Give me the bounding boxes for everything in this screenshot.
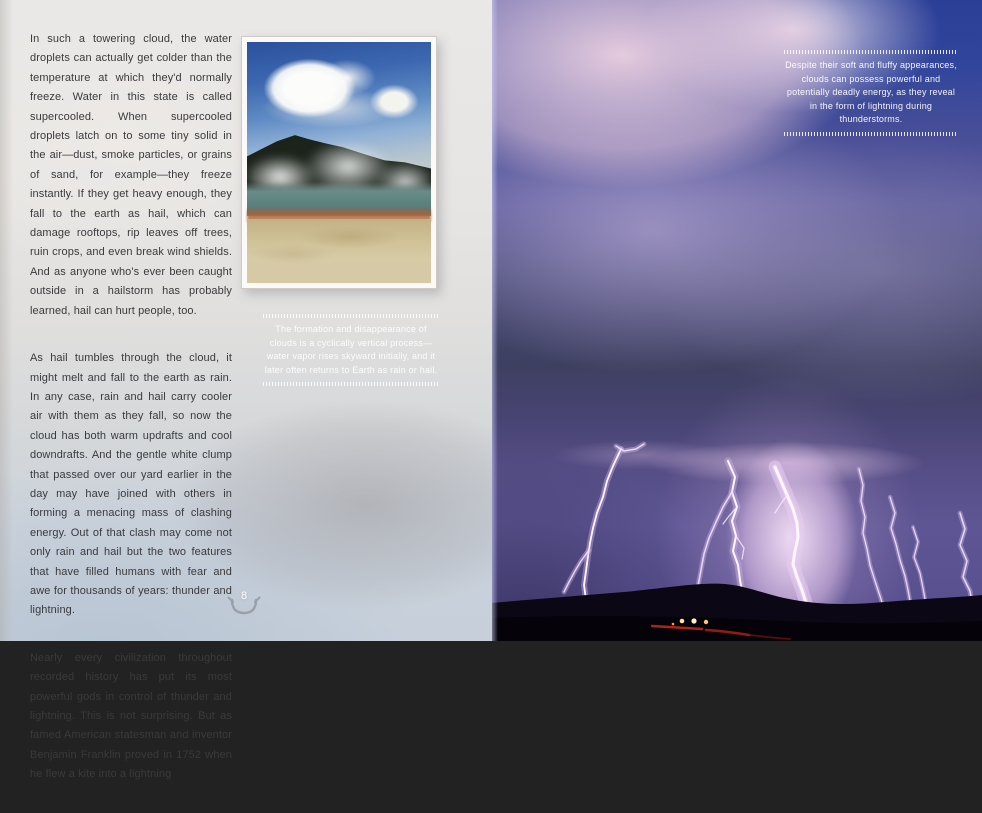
- dotted-rule-top: [263, 314, 439, 318]
- lightning-branch: [698, 492, 732, 597]
- body-text-column: [30, 30, 232, 813]
- right-page: [492, 0, 982, 641]
- light-dot: [691, 618, 696, 623]
- lightning-bolts: [564, 444, 972, 609]
- light-dot: [704, 620, 708, 624]
- paragraph-civilizations: Nearly every civilization throughout recorded history has put its most powerful gods in control of thunder and lightning. This is not surprising. But as famed American statesman and inventor Benjamin Franklin proved in 1752 when he flew a kite into a lightning: [30, 651, 232, 781]
- lightning-bolt: [584, 449, 621, 600]
- light-dot: [672, 623, 675, 626]
- caption-text: The formation and disappearance of clouds is a cyclically vertical process—water vapor rises skyward initially, and it later often returns to Earth as rain or hail.: [264, 324, 438, 375]
- caption-text: Despite their soft and fluffy appearances, clouds can possess powerful and potentially deadly energy, as they reveal in the form of lightning during thunderstorms.: [785, 60, 957, 124]
- page-number: 8: [240, 590, 248, 602]
- hot-spring-cloud-photo: [247, 42, 431, 283]
- right-photo-caption: [784, 50, 958, 136]
- page-number-ornament: [227, 592, 261, 618]
- paragraph-hail-to-rain: As hail tumbles through the cloud, it might melt and fall to the earth as rain. In any case, rain and hail carry cooler air with them as they fall, so now the cloud has both warm updrafts and cool downdrafts. And the gentle white clump that passed over our yard earlier in the day may have joined with others in forming a menacing mass of clashing energy. Out of that clash may come not only rain and hail but the two features that have filled humans with fear and awe for thousands of years: thunder and lightning.: [30, 352, 232, 617]
- paragraph-supercooled: In such a towering cloud, the water droplets can actually get colder than the temperature at which they'd normally freeze. Water in this state is called supercooled. When supercooled droplets latch on to some tiny solid in the air—dust, smoke particles, or grains of sand, for example—they freeze instantly. If they get heavy enough, they fall to the earth as hail, which can damage rooftops, rip leaves off trees, ruin crops, and even break wind shields. And as anyone who's ever been caught outside in a hailstorm has probably learned, hail can hurt people, too.: [30, 33, 232, 317]
- dotted-rule-bottom: [784, 132, 958, 136]
- dotted-rule-top: [784, 50, 958, 54]
- light-dot: [680, 619, 685, 624]
- left-page: [0, 0, 492, 781]
- inset-photo-frame: [241, 36, 437, 289]
- dotted-rule-bottom: [263, 382, 439, 386]
- sand-flat: [247, 219, 431, 283]
- left-photo-caption: [263, 314, 439, 386]
